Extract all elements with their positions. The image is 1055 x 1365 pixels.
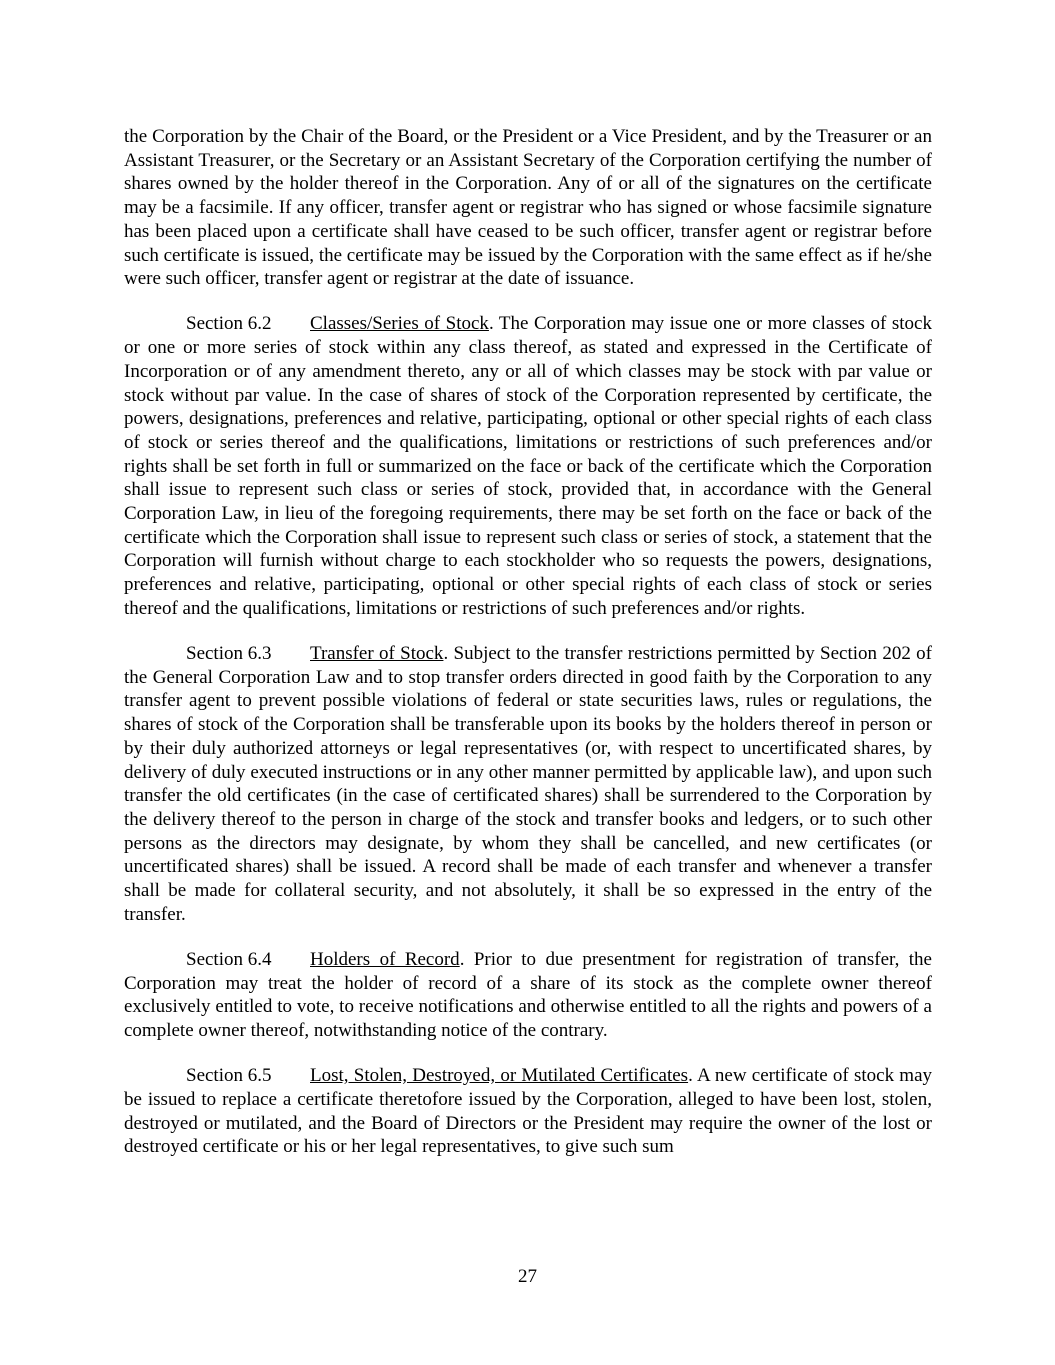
section-number: Section 6.3 — [186, 643, 272, 665]
section-number: Section 6.5 — [186, 1065, 272, 1087]
section-number: Section 6.2 — [186, 313, 272, 335]
document-page — [124, 125, 932, 1159]
section-title-punct: . — [488, 313, 494, 335]
continuation-paragraph: the Corporation by the Chair of the Board, or the President or a Vice President, and by the Treasurer or an Assistant Treasurer, or the Secretary or an Assistant Secretary of the Corporation certifying the number of shares owned by the holder thereof in the Corporation. Any of or all of the signatures on the certificate may be a facsimile. If any officer, transfer agent or registrar who has signed or whose facsimile signature has been placed upon a certificate shall have ceased to be such officer, transfer agent or registrar before such certificate is issued, the certificate may be issued by the Corporation with the same effect as if he/she were such officer, transfer agent or registrar at the date of issuance. — [124, 126, 932, 290]
section-title-punct: . — [688, 1065, 693, 1087]
section-6-4-paragraph — [124, 948, 932, 1043]
section-body: The Corporation may issue one or more classes of stock or one or more series of stock within any class thereof, as stated and expressed in the Certificate of Incorporation or of any amendment thereto, any or all of which classes may be stock with par value or stock without par value. In the case of shares of stock of the Corporation represented by certificate, the powers, designations, preferences and relative, participating, optional or other special rights of each class of stock or series thereof and the qualifications, limitations or restrictions of such preferences and/or rights shall be set forth in full or summarized on the face or back of the certificate which the Corporation shall issue to represent such class or series of stock, provided that, in accordance with the General Corporation Law, in lieu of the foregoing requirements, there may be set forth on the face or back of the certificate which the Corporation shall issue to represent such class or series of stock, a statement that the Corporation will furnish without charge to each stockholder who so requests the powers, designations, preferences and relative, participating, optional or other special rights of each class of stock or series thereof and the qualifications, limitations or restrictions of such preferences and/or rights. — [124, 313, 932, 619]
section-number: Section 6.4 — [186, 949, 272, 970]
section-6-3-paragraph — [124, 642, 932, 926]
section-6-5-paragraph — [124, 1064, 932, 1159]
section-body: Subject to the transfer restrictions permitted by Section 202 of the General Corporation Law and to stop transfer orders directed in good faith by the Corporation to any transfer agent to prevent possible violations of federal or state securities laws, rules or regulations, the shares of stock of the Corporation shall be transferable upon its books by the holders thereof in person or by their duly authorized attorneys or legal representatives (or, with respect to uncertificated shares, by delivery of duly executed instructions or in any other manner permitted by applicable law), and upon such transfer the old certificates (in the case of certificated shares) shall be surrendered to the Corporation by the delivery thereof to the person in charge of the stock and transfer books and ledgers, or to such other persons as the directors may designate, by whom they shall be cancelled, and new certificates (or uncertificated shares) shall be issued. A record shall be made of each transfer and whenever a transfer shall be made for collateral security, and not absolutely, it shall be so expressed in the entry of the transfer. — [124, 643, 932, 925]
page-number: 27 — [518, 1266, 537, 1287]
section-title: Classes/Series of Stock — [310, 313, 489, 335]
section-title-punct: . — [443, 643, 449, 665]
section-title: Transfer of Stock — [310, 643, 444, 665]
section-6-2-paragraph — [124, 312, 932, 620]
section-body: Prior to due presentment for registration of transfer, the Corporation may treat the holder of record of a share of its stock as the complete owner thereof exclusively entitled to vote, to receive notifications and otherwise entitled to all the rights and powers of a complete owner thereof, notwithstanding notice of the contrary. — [124, 949, 932, 1042]
section-body: A new certificate of stock may be issued to replace a certificate theretofore issued by the Corporation, alleged to have been lost, stolen, destroyed or mutilated, and the Board of Directors or the President may require the owner of the lost or destroyed certificate or his or her legal representatives, to give such sum — [124, 1065, 933, 1158]
section-title-punct: . — [459, 949, 465, 970]
section-title: Lost, Stolen, Destroyed, or Mutilated Certificates — [310, 1065, 689, 1087]
section-title: Holders of Record — [310, 949, 460, 970]
